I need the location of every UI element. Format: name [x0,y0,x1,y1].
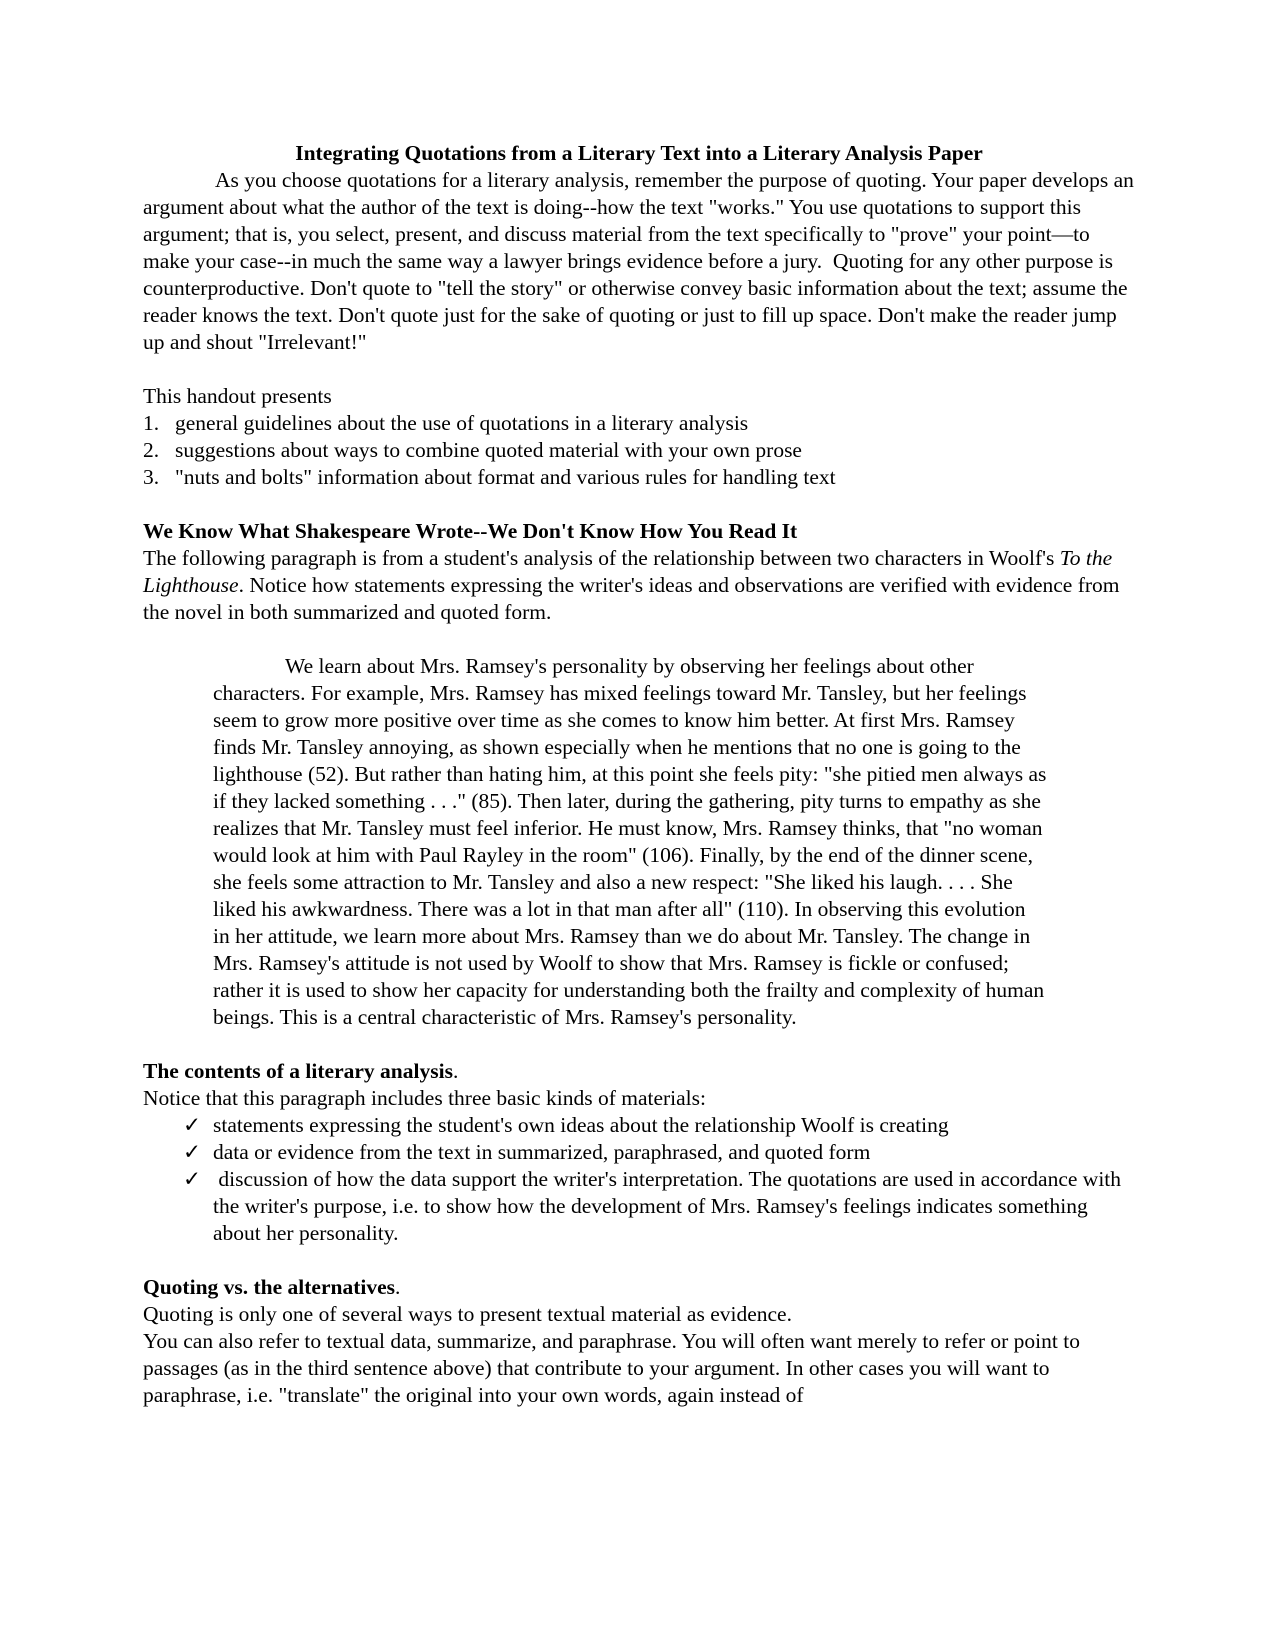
blank-line [143,626,1135,653]
section-heading-shakespeare: We Know What Shakespeare Wrote--We Don't Know How You Read It [143,519,798,543]
shakespeare-paragraph [143,545,1135,626]
heading-period: . [395,1275,401,1299]
contents-checklist [143,1112,1135,1247]
intro-paragraph: As you choose quotations for a literary analysis, remember the purpose of quoting. Your paper develops an argument about what the author of the text is doing--how the text "works." You use quotations to support this argument; that is, you select, present, and discuss material from the text specifically to "prove" your point—to make your case--in much the same way a lawyer brings evidence before a jury. Quoting for any other purpose is counterproductive. Don't quote to "tell the story" or otherwise convey basic information about the text; assume the reader knows the text. Don't quote just for the sake of quoting or just to fill up space. Don't make the reader jump up and shout "Irrelevant!" [143,168,1140,354]
list-item-number: 1. [143,411,160,435]
checklist-item-text: statements expressing the student's own ideas about the relationship Woolf is creating [213,1113,949,1137]
list-item [143,410,1135,437]
list-item-number: 2. [143,438,160,462]
contents-intro: Notice that this paragraph includes three basic kinds of materials: [143,1086,706,1110]
heading-bold-text: Quoting vs. the alternatives [143,1275,396,1299]
checklist-item [143,1166,1135,1247]
checklist-item [143,1139,1135,1166]
checklist-item-text: discussion of how the data support the writer's interpretation. The quotations are used in accordance with the writer's purpose, i.e. to show how the development of Mrs. Ramsey's feelings indicates something about her personality. [213,1167,1127,1245]
book-title-italic: To the Lighthouse [143,546,1118,597]
quoting-paragraph-1: Quoting is only one of several ways to present textual material as evidence. [143,1302,792,1326]
list-item-text: general guidelines about the use of quotations in a literary analysis [175,411,749,435]
section-heading-contents [143,1058,1135,1085]
heading-period: . [452,1059,459,1083]
blank-line [143,1031,1135,1058]
paragraph-text: The following paragraph is from a student's analysis of the relationship between two characters in Woolf's [143,546,1060,570]
checklist-item-text: data or evidence from the text in summarized, paraphrased, and quoted form [213,1140,871,1164]
handout-numbered-list [143,410,1135,491]
section-heading-quoting [143,1274,1135,1301]
list-item-number: 3. [143,465,160,489]
checkmark-icon: ✓ [183,1113,202,1137]
handout-lead: This handout presents [143,384,332,408]
student-analysis-blockquote: We learn about Mrs. Ramsey's personality by observing her feelings about other characters. For example, Mrs. Ramsey has mixed feelings toward Mr. Tansley, but her feelings seem to grow more positive over time as she comes to know him better. At first Mrs. Ramsey finds Mr. Tansley annoying, as shown especially when he mentions that no one is going to the lighthouse (52). But rather than hating him, at this point she feels pity: "she pitied men always as if they lacked something . . ." (85). Then later, during the gathering, pity turns to empathy as she realizes that Mr. Tansley must feel inferior. He must know, Mrs. Ramsey thinks, that "no woman would look at him with Paul Rayley in the room" (106). Finally, by the end of the dinner scene, she feels some attraction to Mr. Tansley and also a new respect: "She liked his laugh. . . . She liked his awkwardness. There was a lot in that man after all" (110). In observing this evolution in her attitude, we learn more about Mrs. Ramsey than we do about Mr. Tansley. The change in Mrs. Ramsey's attitude is not used by Woolf to show that Mrs. Ramsey is fickle or confused; rather it is used to show her capacity for understanding both the frailty and complexity of human beings. This is a central characteristic of Mrs. Ramsey's personality. [213,654,1052,1029]
list-item [143,437,1135,464]
blank-line [143,356,1135,383]
checkmark-icon: ✓ [183,1167,202,1191]
list-item [143,464,1135,491]
heading-bold-text: The contents of a literary analysis [143,1059,453,1083]
checklist-item [143,1112,1135,1139]
blank-line [143,1247,1135,1274]
checkmark-icon: ✓ [183,1140,202,1164]
list-item-text: suggestions about ways to combine quoted material with your own prose [175,438,802,462]
quoting-paragraph-2: You can also refer to textual data, summarize, and paraphrase. You will often want merely to refer or point to passages (as in the third sentence above) that contribute to your argument. In other cases you will want to paraphrase, i.e. "translate" the original into your own words, again instead of [143,1329,1086,1407]
blank-line [143,491,1135,518]
list-item-text: "nuts and bolts" information about format and various rules for handling text [175,465,836,489]
document-title: Integrating Quotations from a Literary Text into a Literary Analysis Paper [295,141,983,165]
paragraph-text: . Notice how statements expressing the writer's ideas and observations are verified with evidence from the novel in both summarized and quoted form. [143,573,1125,624]
